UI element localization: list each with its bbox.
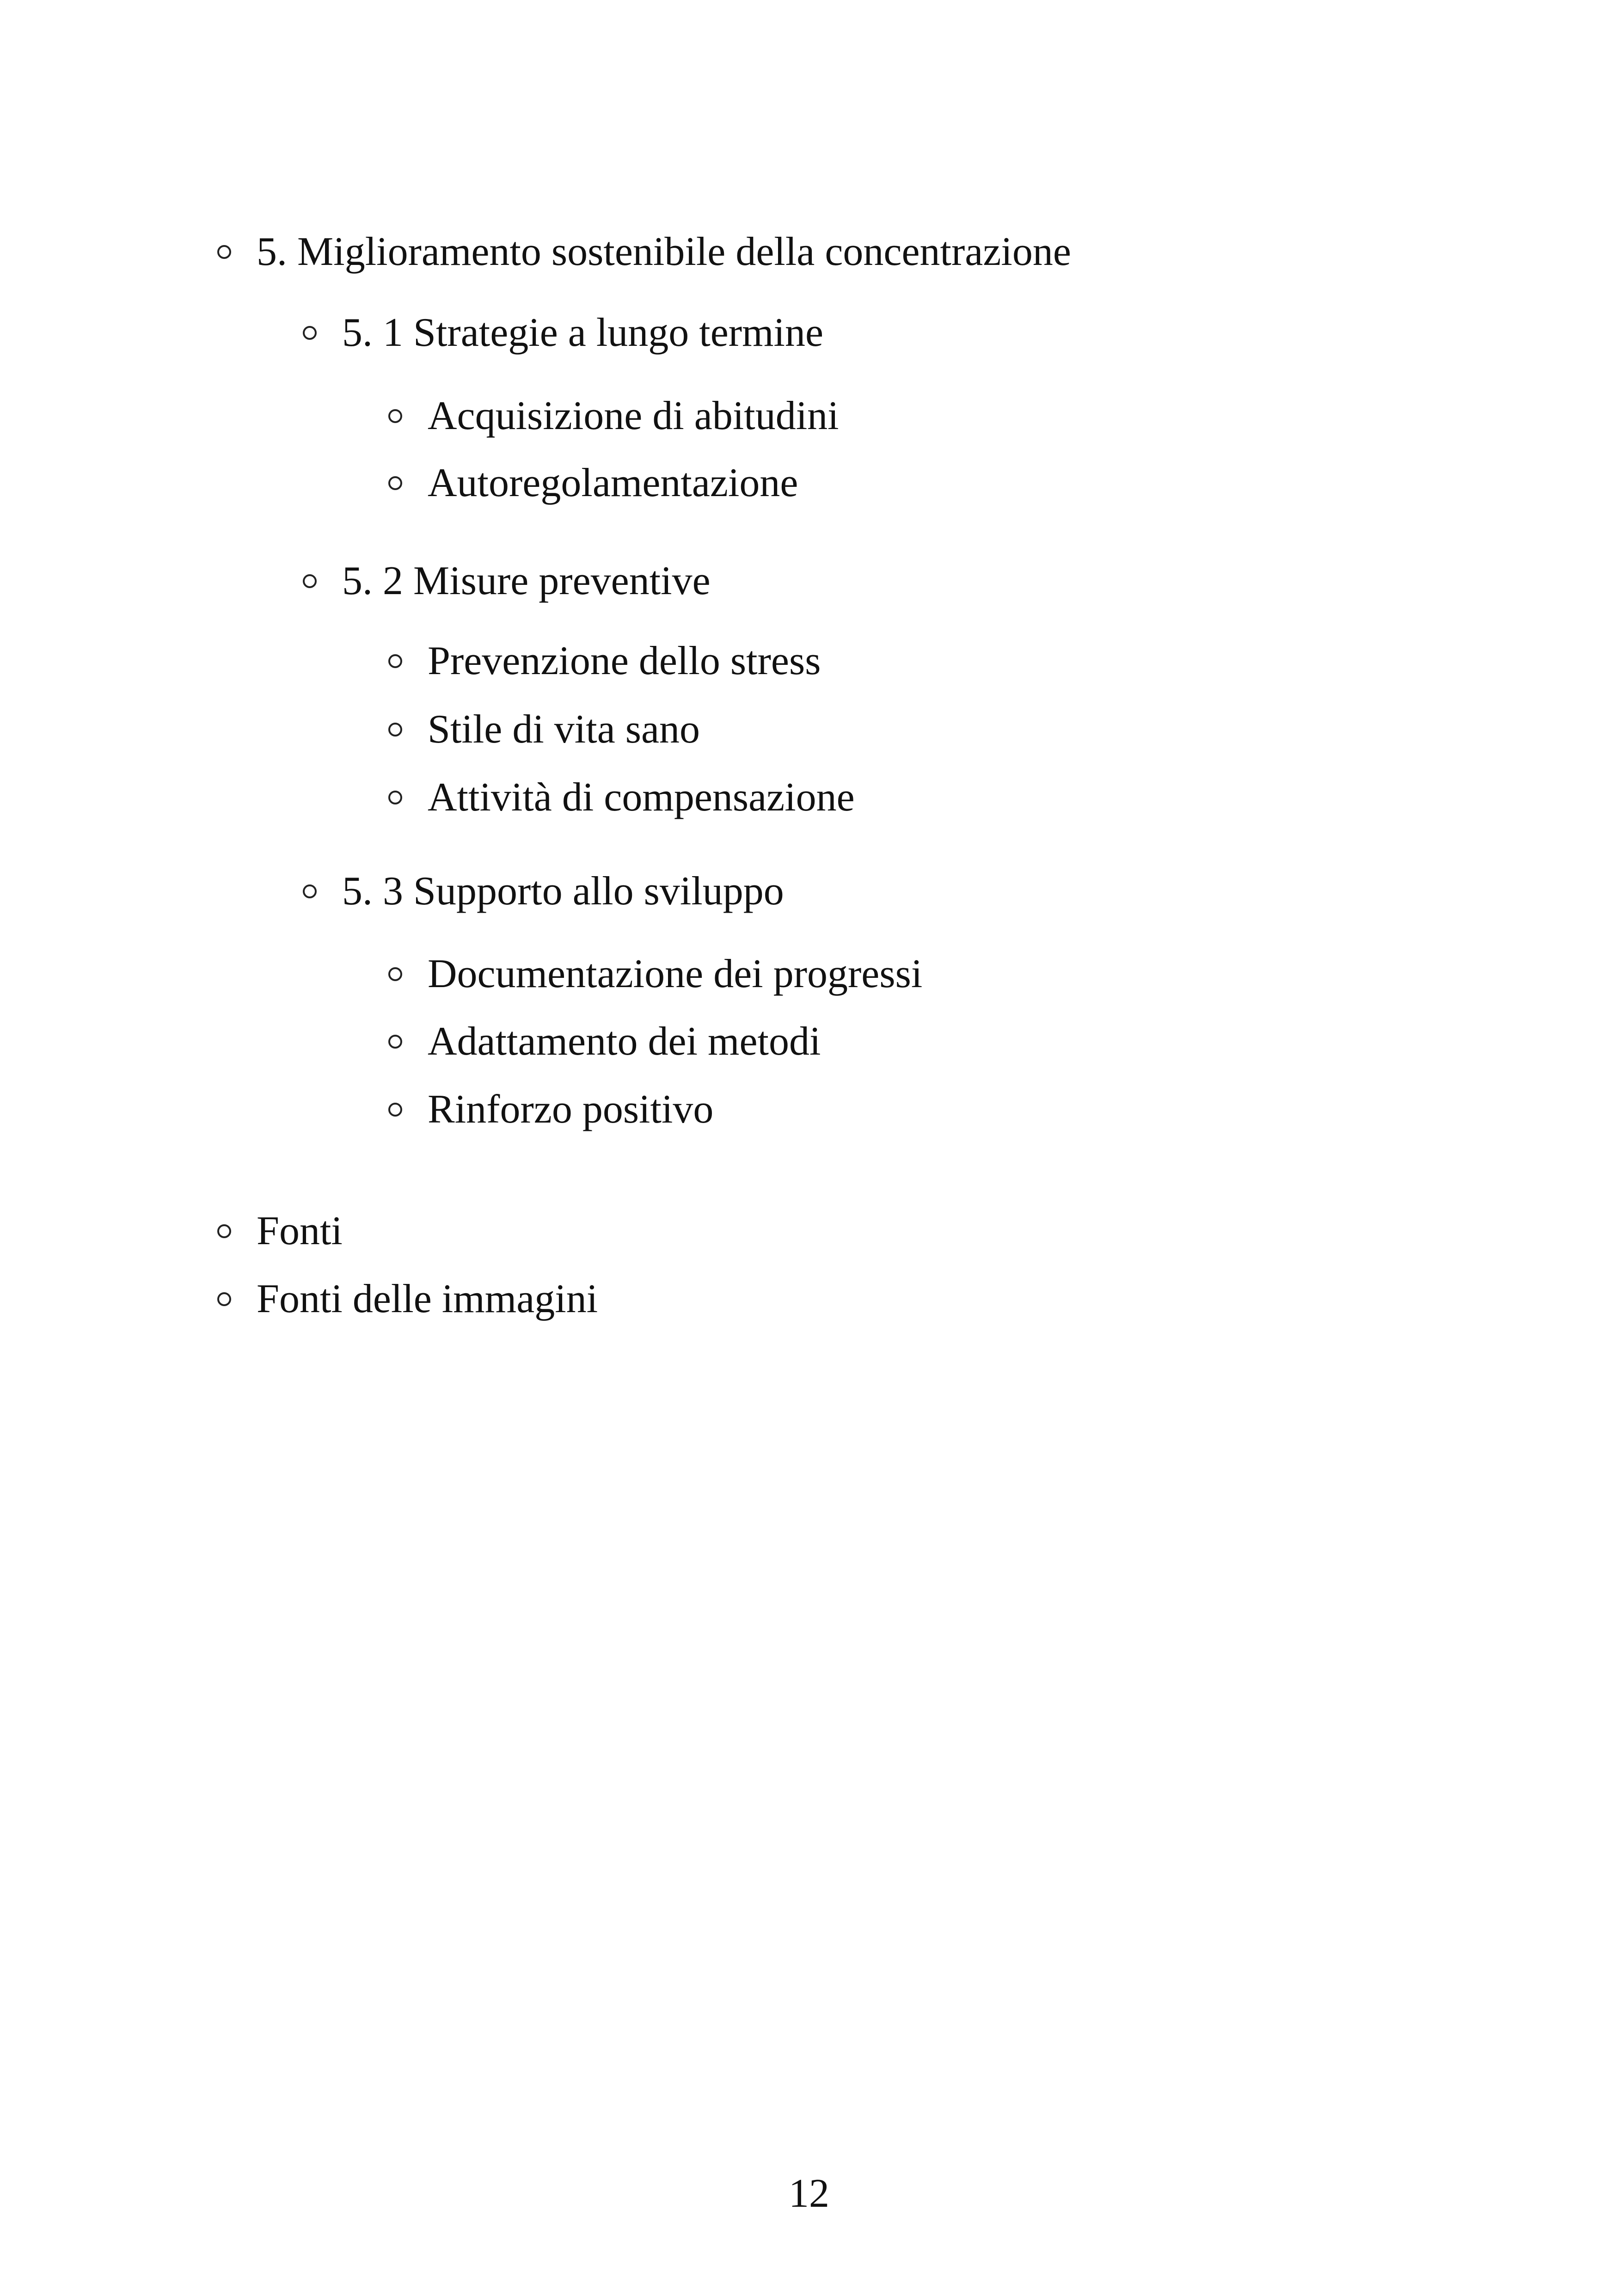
circle-bullet-icon bbox=[388, 967, 402, 981]
circle-bullet-icon bbox=[388, 1103, 402, 1117]
circle-bullet-icon bbox=[388, 1035, 402, 1049]
circle-bullet-icon bbox=[303, 326, 317, 340]
circle-bullet-icon bbox=[388, 654, 402, 668]
circle-bullet-icon bbox=[388, 791, 402, 804]
toc-item-label: 5. 1 Strategie a lungo termine bbox=[342, 310, 824, 355]
circle-bullet-icon bbox=[303, 574, 317, 588]
toc-item-label: 5. 2 Misure preventive bbox=[342, 559, 711, 603]
circle-bullet-icon bbox=[388, 723, 402, 737]
toc-item-label: Attività di compensazione bbox=[428, 775, 855, 820]
page-number: 12 bbox=[789, 2171, 829, 2216]
toc-item-label: Prevenzione dello stress bbox=[428, 638, 821, 683]
toc-item-label: Fonti delle immagini bbox=[257, 1277, 598, 1321]
toc-item-label: 5. 3 Supporto allo sviluppo bbox=[342, 869, 784, 914]
toc-item-label: Stile di vita sano bbox=[428, 707, 700, 752]
toc-item-label: Rinforzo positivo bbox=[428, 1087, 714, 1132]
toc-item-label: Documentazione dei progressi bbox=[428, 952, 923, 996]
toc-item-label: Fonti bbox=[257, 1209, 343, 1253]
toc-item-label: Autoregolamentazione bbox=[428, 460, 798, 505]
circle-bullet-icon bbox=[217, 245, 231, 259]
circle-bullet-icon bbox=[303, 884, 317, 898]
circle-bullet-icon bbox=[217, 1292, 231, 1306]
circle-bullet-icon bbox=[388, 476, 402, 490]
toc-item-label: Adattamento dei metodi bbox=[428, 1019, 821, 1064]
toc-item-label: 5. Miglioramento sostenibile della concentrazione bbox=[257, 229, 1071, 274]
toc-item-label: Acquisizione di abitudini bbox=[428, 393, 839, 438]
circle-bullet-icon bbox=[388, 409, 402, 423]
circle-bullet-icon bbox=[217, 1224, 231, 1238]
